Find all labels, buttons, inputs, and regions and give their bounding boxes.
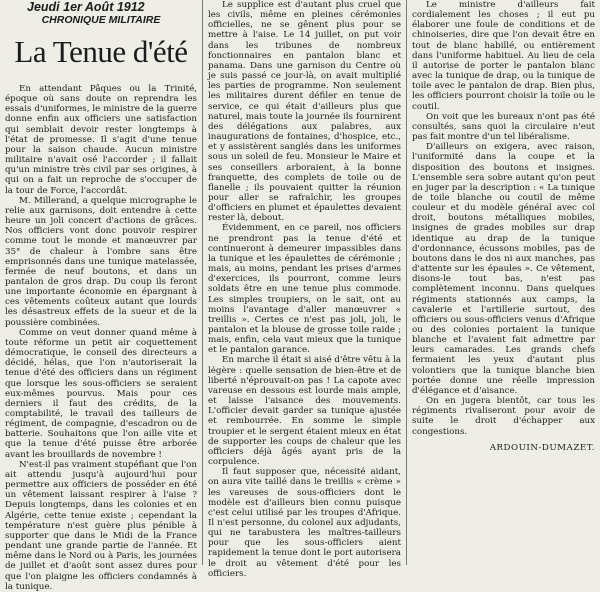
paragraph: Le ministre d'ailleurs fait cordialement les choses ; il eut pu élaborer une foule de conditions et de chinoiseries, dire que l'on devait être en tout de blanc habillé, ou entièrement dans l'uniforme habituel. Au lieu de cela il autorise de porter le pantalon blanc avec la tunique de drap, ou la tunique de toile avec le pantalon de drap. Bien plus, les officiers pourront choisir la toile ou le coutil. (412, 0, 595, 112)
paragraph: Évidemment, en ce pareil, nos officiers ne prendront pas la tenue d'été et continueront à demeurer impassibles dans la tunique et les épaulettes de cérémonie ; mais, au moins, pendant les prises d'armes d'exercices, ils pourront, comme leurs soldats être en une tenue plus commode. Les simples troupiers, on le sait, ont au moins l'avantage d'aller manœuvrer « treillis ». Certes ce n'est pas joli, joli, le pantalon et la blouse de grosse toile raide ; mais, enfin, cela vaut mieux que la tunique et le pantalon garance. (208, 223, 401, 356)
column-rule (406, 0, 407, 565)
column-rule (202, 0, 203, 565)
article-column-1 (5, 0, 197, 592)
author-signature: ARDOUIN-DUMAZET. (489, 442, 595, 453)
article-column-3 (412, 0, 595, 565)
headline: La Tenue d'été (14, 34, 188, 69)
paragraph: On en jugera bientôt, car tous les régiments rivaliseront pour avoir de suite le droit d'échapper aux congestions. (412, 396, 595, 437)
rubric: CHRONIQUE MILITAIRE (41, 14, 161, 26)
paragraph: M. Millerand, a quelque micrographe le relie aux garnisons, doit entendre à cette heure un joli concert d'actions de grâces. Nos officiers vont donc pouvoir respirer comme tout le monde et manœuvrer par 35° de chaleur à l'ombre sans être emprisonnés dans une tunique matelassée, fermée de neuf boutons, et dans un pantalon de gros drap. Du coup ils feront une importante économie en épargnant à ces vêtements coûteux autant que lourds les désastreux effets de la sueur et de la poussière combinées. (5, 195, 197, 328)
paragraph: Le supplice est d'autant plus cruel que les civils, même en pleines cérémonies officielles, ne se gênent plus pour se mettre à l'aise. Le 14 juillet, on put voir dans les tribunes de nombreux fonctionnaires en pantalon blanc et panama. Dans une garnison du Centre où je suis passé ce jour-là, on avait multiplié les parties de programme. Non seulement les militaires durent défiler en tenue de service, ce qui était d'ailleurs plus que naturel, mais toute la journée ils fournirent des délégations aux palabres, aux inaugurations de fontaines, d'hospice, etc., et y assistèrent sanglés dans les uniformes sous un soleil de feu. Monsieur le Maire et ses conseillers arboraient, à la bonne franquette, des complets de toile ou de flanelle ; ils pouvaient quitter la réunion pour aller se rafraîchir, les groupes d'officiers en plumet et épaulettes devaient rester là, debout. (208, 0, 401, 224)
paragraph: En attendant Pâques ou la Trinité, époque où sans doute on reprendra les essais d'uniformes, le ministre de la guerre donne enfin aux officiers une satisfaction qui semblait devoir rester longtemps à l'état de promesse. Il s'agit d'une tenue pour la saison chaude. Aucun ministre militaire n'avait osé l'accorder ; il fallait qu'un ministre très civil par ses origines, à qui on a fait un reproche de s'occuper de la tour de Force, l'accordât. (5, 84, 197, 196)
paragraph: Comme on veut donner quand même à toute réforme un petit air coquettement démocratique, le conseil des directeurs a décidé, hélas, que l'on n'autoriserait la tenue d'été des officiers dans un régiment que lorsque les sous-officiers se seraient eux-mêmes pourvus. Mais pour ces derniers il faut des crédits, de la comptabilité, le travail des tailleurs de régiment, de compagnie, d'escadron ou de batterie. Souhaitons que l'on aille vite et que la tenue d'été puisse être arborée avant les brouillards de novembre ! (5, 327, 197, 460)
paragraph: En marche il était si aisé d'être vêtu à la légère : quelle sensation de bien-être et de liberté n'éprouvait-on pas ! La capote avec vareuse en dessous est lourde mais ample, et laisse l'aisance des mouvements. L'officier devait garder sa tunique ajustée et rembourrée. En somme le simple troupier et le sergent étaient mieux en état de supporter les coups de chaleur que les officiers déjà âgés ayant pris de la corpulence. (208, 355, 401, 468)
paragraph: On voit que les bureaux n'ont pas été consultés, sans quoi la circulaire n'eut pas fait montre d'un tel libéralisme. (412, 111, 595, 143)
paragraph: D'ailleurs on exigera, avec raison, l'uniformité dans la coupe et la disposition des boutons et insignes. L'ensemble sera sobre autant qu'on peut en juger par la description : « La tunique de toile blanche ou coutil de même couleur et du modèle général avec col droit, boutons métalliques mobiles, insignes de grades mobiles sur drap identique au drap de la tunique d'ordonnance, écussons mobiles, pas de boutons dans le dos ni aux manches, pas d'attente sur les épaules ». Ce vêtement, disons-le tout bas, n'est pas complètement inconnu. Dans quelques régiments stationnés aux camps, la cavalerie et l'artillerie surtout, des officiers ou sous-officiers venus d'Afrique ou des colonies portaient la tunique blanche et l'avaient fait admettre par leurs camarades. Les grands chefs fermaient les yeux d'autant plus volontiers que la tunique blanche bien portée donne une réelle impression d'élégance et d'aisance. (412, 142, 595, 396)
paragraph: Il faut supposer que, nécessité aidant, on aura vite taillé dans le treillis « crème » les vareuses de sous-officiers dont le modèle est d'ailleurs bien connu puisque c'est celui utilisé par les troupes d'Afrique. Il n'est personne, du colonel aux adjudants, qui ne tarabustera les maîtres-tailleurs pour que les sous-officiers aient rapidement la tenue dont le port autorisera le droit au vêtement d'été pour les officiers. (208, 467, 401, 579)
paragraph: N'est-il pas vraiment stupéfiant que l'on ait attendu jusqu'à aujourd'hui pour permettre aux officiers de posséder en été un vêtement laissant respirer à l'aise ? Depuis longtemps, dans les colonies et en Algérie, cette tenue existe ; cependant la température n'est guère plus pénible à supporter que dans le Midi de la France pendant une grande partie de l'année. Et même dans le Nord ou à Paris, les journées de juillet et d'août sont assez dures pour que l'on plaigne les officiers condamnés à la tunique. (5, 459, 197, 592)
article-column-2 (208, 0, 401, 579)
dateline: Jeudi 1er Août 1912 (27, 0, 145, 14)
